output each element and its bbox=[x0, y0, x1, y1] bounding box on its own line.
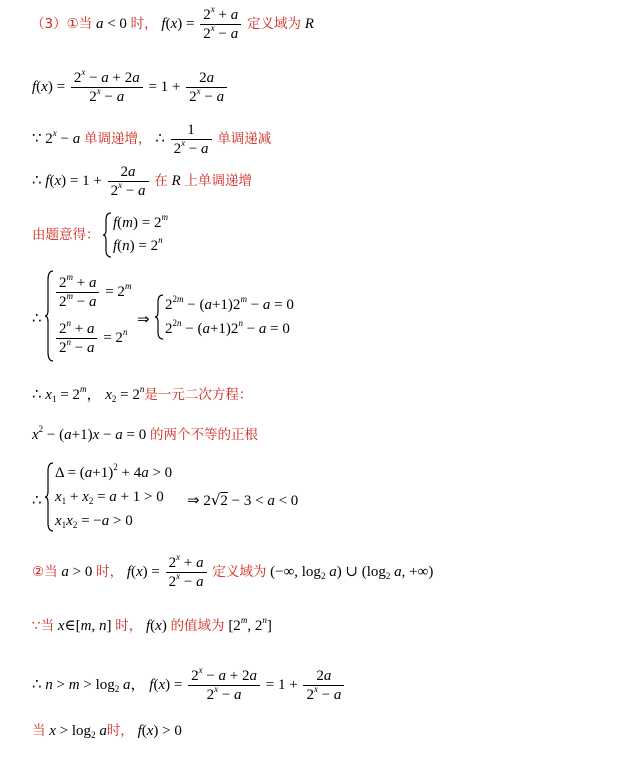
fraction-2a: $\frac{2a}{2^x - a}$ bbox=[186, 69, 227, 106]
domain-R: R bbox=[304, 15, 314, 32]
fraction-fx-definition: $\frac{2^x + a}{2^x - a}$ bbox=[200, 6, 241, 43]
step2-line: ∵ $2^x - a$ 单调递增， ∴ $\frac{1}{2^x - a}$ 单调递减 bbox=[32, 122, 272, 157]
step6-line: ∴ $x_1 = 2^m$， $x_2 = 2^n$是一元二次方程： bbox=[32, 384, 253, 404]
increasing-text: 单调递增， bbox=[84, 130, 152, 147]
condition-product: $x_1x_2 = -a > 0$ bbox=[55, 513, 133, 530]
system1-eq1: $f(m) = 2^m$ bbox=[113, 212, 168, 231]
on-text: 在 bbox=[154, 172, 168, 189]
part3-label: （3）①当 bbox=[31, 15, 93, 32]
therefore-symbol: ∴ bbox=[155, 128, 165, 147]
because-symbol: ∵ bbox=[32, 128, 42, 147]
fraction-2a-c: $\frac{2a}{2^x - a}$ bbox=[303, 667, 344, 704]
step1-line: f(x) = $\frac{2^x - a + 2a}{2^x - a}$ = 1 + $\frac{2a}{2^x - a}$ bbox=[32, 69, 229, 106]
system2-eq1: $\frac{2^m + a}{2^m - a}$ = $2^m$ bbox=[54, 274, 131, 311]
condition-sum: $x_1 + x_2 = a + 1 > 0$ bbox=[55, 489, 164, 506]
fraction-2a-b: $\frac{2a}{2^x - a}$ bbox=[108, 163, 149, 200]
fraction-rewrite-2: $\frac{2^x - a + 2a}{2^x - a}$ bbox=[188, 667, 260, 704]
therefore-symbol: ∴ bbox=[32, 309, 42, 327]
system3-eq1: $2^{2m} - (a+1)2^m - a = 0$ bbox=[165, 294, 294, 313]
domain-expression: (−∞, $\log_2 a$) ∪ ($\log_2$ a, +∞) bbox=[270, 563, 434, 581]
step7-line: $x^2 - (a+1)x - a = 0$ 的两个不等的正根 bbox=[32, 424, 258, 443]
condition-discriminant: $\Delta = (a+1)^2 + 4a > 0$ bbox=[55, 462, 173, 481]
step4-label: 由题意得： bbox=[32, 227, 100, 243]
fraction-reciprocal: $\frac{1}{2^x - a}$ bbox=[171, 121, 212, 158]
step10-line: ∴ $n > m > \log_2 a$， f(x) = $\frac{2^x - a + 2a}{2^x - a}$ = 1 + $\frac{2a}{2^x - a}$ bbox=[32, 667, 346, 704]
system2-eq2: $\frac{2^n + a}{2^n - a}$ = $2^n$ bbox=[54, 320, 127, 357]
system3-brace bbox=[154, 294, 164, 340]
time-text: 时， bbox=[130, 15, 158, 32]
system2-brace bbox=[44, 270, 54, 362]
implies-arrow: ⇒ bbox=[137, 310, 150, 328]
system4-brace bbox=[44, 462, 54, 532]
therefore-symbol: ∴ bbox=[32, 491, 42, 509]
step11-line: 当 $x > \log_2 a$时， f(x) > 0 bbox=[32, 723, 182, 740]
step9-line: ∵当 x∈[m, n] 时， f(x) 的值域为 [2$^m$, 2$^n$] bbox=[32, 615, 272, 634]
therefore-symbol: ∴ bbox=[32, 170, 42, 189]
step3-line: ∴ f(x) = 1 + $\frac{2a}{2^x - a}$ 在 R 上单调递增 bbox=[32, 164, 252, 199]
fraction-fx-definition-2: $\frac{2^x + a}{2^x - a}$ bbox=[166, 554, 207, 591]
decreasing-text: 单调递减 bbox=[217, 130, 272, 147]
system1-brace bbox=[102, 212, 112, 258]
system1-eq2: $f(n) = 2^n$ bbox=[113, 235, 163, 254]
increasing-on-R-text: 上单调递增 bbox=[184, 172, 252, 189]
domain-text: 定义域为 bbox=[246, 15, 301, 32]
range-interval: [2$^m$, 2$^n$] bbox=[228, 615, 272, 634]
system3-eq2: $2^{2n} - (a+1)2^n - a = 0$ bbox=[165, 318, 290, 337]
part3-heading-line: （3）①当 a < 0 时， f(x) = $\frac{2^x + a}{2^x - a}$ 定义域为 R bbox=[31, 4, 314, 42]
fraction-rewrite: $\frac{2^x - a + 2a}{2^x - a}$ bbox=[71, 69, 143, 106]
result-range: ⇒ 2√2 − 3 < a < 0 bbox=[187, 491, 299, 509]
part2-heading-line: ②当 a > 0 时， f(x) = $\frac{2^x + a}{2^x - a}$ 定义域为 (−∞, $\log_2 a$) ∪ ($\log_2$ a, +∞) bbox=[32, 552, 434, 590]
condition-a-negative: a bbox=[95, 15, 104, 32]
